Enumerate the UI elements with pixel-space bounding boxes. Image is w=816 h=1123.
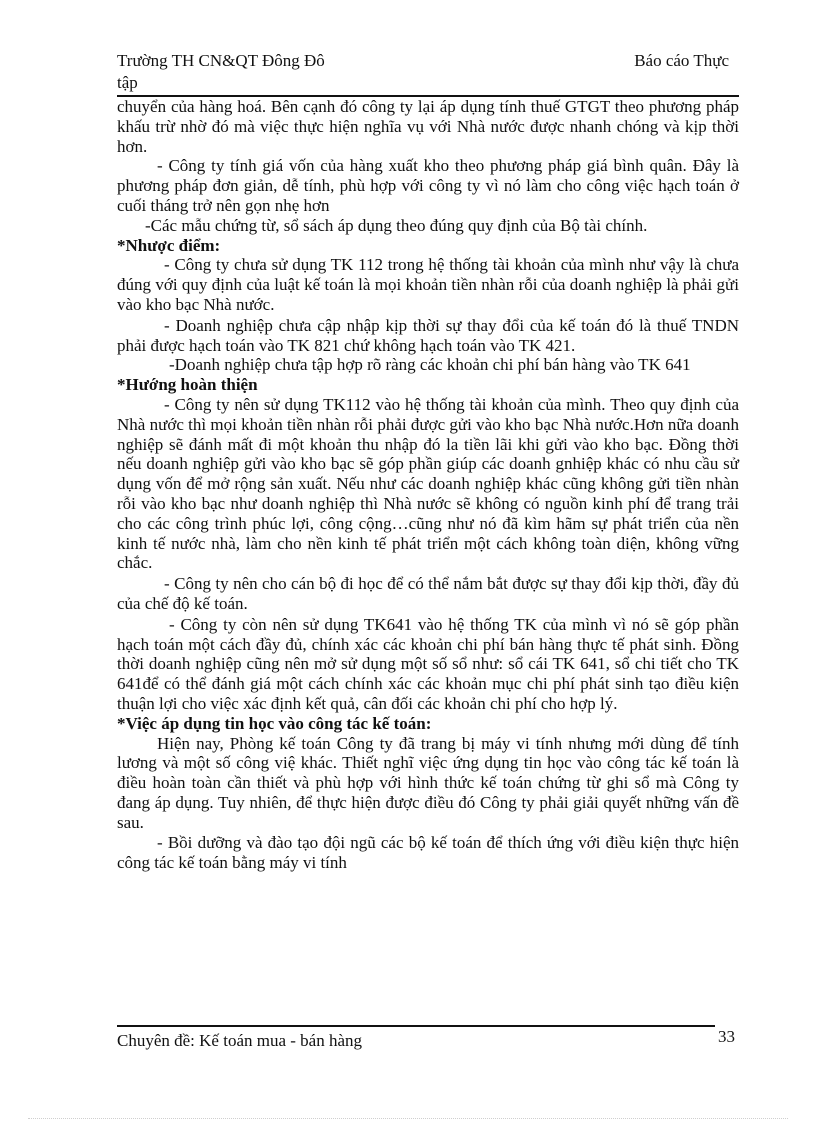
body-paragraph: -Doanh nghiệp chưa tập hợp rõ ràng các khoản chi phí bán hàng vào TK 641 — [169, 355, 691, 375]
body-paragraph: -Các mẫu chứng từ, sổ sách áp dụng theo đúng quy định của Bộ tài chính. — [145, 215, 648, 235]
page-edge-dotted-line — [28, 1118, 788, 1119]
footer-topic: Chuyên đề: Kế toán mua - bán hàng — [117, 1031, 363, 1050]
header-report-title: Báo cáo Thực — [634, 51, 729, 70]
body-paragraph: Hiện nay, Phòng kế toán Công ty đã trang bị máy vi tính nhưng mới dùng để tính lương và một số công việ khác. Thiết nghĩ việc ứng dụng tin học vào công tác kế toán là điều hoàn toàn cần thiết và phù hợp với hình thức kế toán chứng từ ghi sổ mà Công ty đang áp dụng. Tuy nhiên, để thực hiện được điều đó Công ty phải giải quyết những vấn đề sau. — [117, 733, 739, 832]
page-number: 33 — [718, 1027, 735, 1046]
section-heading-weakness: *Nhược điểm: — [117, 235, 221, 255]
body-paragraph: - Bồi dưỡng và đào tạo đội ngũ các bộ kế toán để thích ứng với điều kiện thực hiện công tác kế toán bằng máy vi tính — [117, 833, 739, 873]
body-paragraph: chuyển của hàng hoá. Bên cạnh đó công ty lại áp dụng tính thuế GTGT theo phương pháp khấu trừ nhờ đó mà việc thực hiện nghĩa vụ với Nhà nước được nhanh chóng và kịp thời hơn. — [117, 97, 739, 156]
footer-divider — [117, 1025, 715, 1027]
body-paragraph: - Doanh nghiệp chưa cập nhập kịp thời sự thay đổi của kế toán đó là thuế TNDN phải được hạch toán vào TK 821 chứ không hạch toán vào TK 421. — [117, 315, 739, 355]
body-paragraph: - Công ty nên sử dụng TK112 vào hệ thống tài khoản của mình. Theo quy định của Nhà nước thì mọi khoản tiền nhàn rỗi phải được gửi vào kho bạc Nhà nước.Hơn nữa doanh nghiệp sẽ đánh mất đi một khoản thu nhập đó la tiền lãi khi gửi vào kho bạc. Đồng thời nếu doanh nghiệp gửi vào kho bạc sẽ góp phần giúp các doanh gnhiệp khác có nhu cầu sử dụng vốn để mở rộng sản xuất. Nếu như các doanh nghiệp khác cũng không gửi tiền nhàn rỗi vào kho bạc như doanh nghiệp thì Nhà nước sẽ không có nguồn kinh phí để trang trải cho các công trình phúc lợi, công cộng…cũng như nó đã kìm hãm sự phát triển của nền kinh tế nước nhà, làm cho nền kinh tế phát triển một cách không toàn diện, không vững chắc. — [117, 394, 739, 573]
header-report-title-continued: tập — [117, 73, 138, 92]
section-heading-direction: *Hướng hoàn thiện — [117, 375, 258, 395]
body-paragraph: - Công ty nên cho cán bộ đi học để có thể nắm bắt được sự thay đổi kịp thời, đầy đủ của chế độ kế toán. — [117, 574, 739, 613]
body-paragraph: - Công ty còn nên sử dụng TK641 vào hệ thống TK của mình vì nó sẽ góp phần hạch toán một cách đầy đủ, chính xác các khoản chi phí bán hàng thực tế phát sinh. Đồng thời doanh nghiệp cũng nên mở sử dụng một số sổ như: sổ cái TK 641, sổ chi tiết cho TK 641để có thể đánh giá một cách chính xác các khoản mục chi phí phát sinh tạo điều kiện thuận lợi cho việc xác định kết quả, cân đối các khoản chi phí cho hợp lý. — [117, 614, 739, 713]
header-school-name: Trường TH CN&QT Đông Đô — [117, 51, 325, 70]
body-paragraph: - Công ty tính giá vốn của hàng xuất kho theo phương pháp giá bình quân. Đây là phương pháp đơn giản, dễ tính, phù hợp với công ty vì nó làm cho công việc hạch toán ở cuối tháng trở nên gọn nhẹ hơn — [117, 156, 739, 215]
body-paragraph: - Công ty chưa sử dụng TK 112 trong hệ thống tài khoản của mình như vậy là chưa đúng với quy định của luật kế toán là mọi khoản tiền nhàn rỗi của doanh nghiệp là phải gửi vào kho bạc Nhà nước. — [117, 255, 739, 314]
section-heading-it: *Việc áp dụng tin học vào công tác kế toán: — [117, 713, 432, 733]
page-body — [117, 97, 739, 873]
